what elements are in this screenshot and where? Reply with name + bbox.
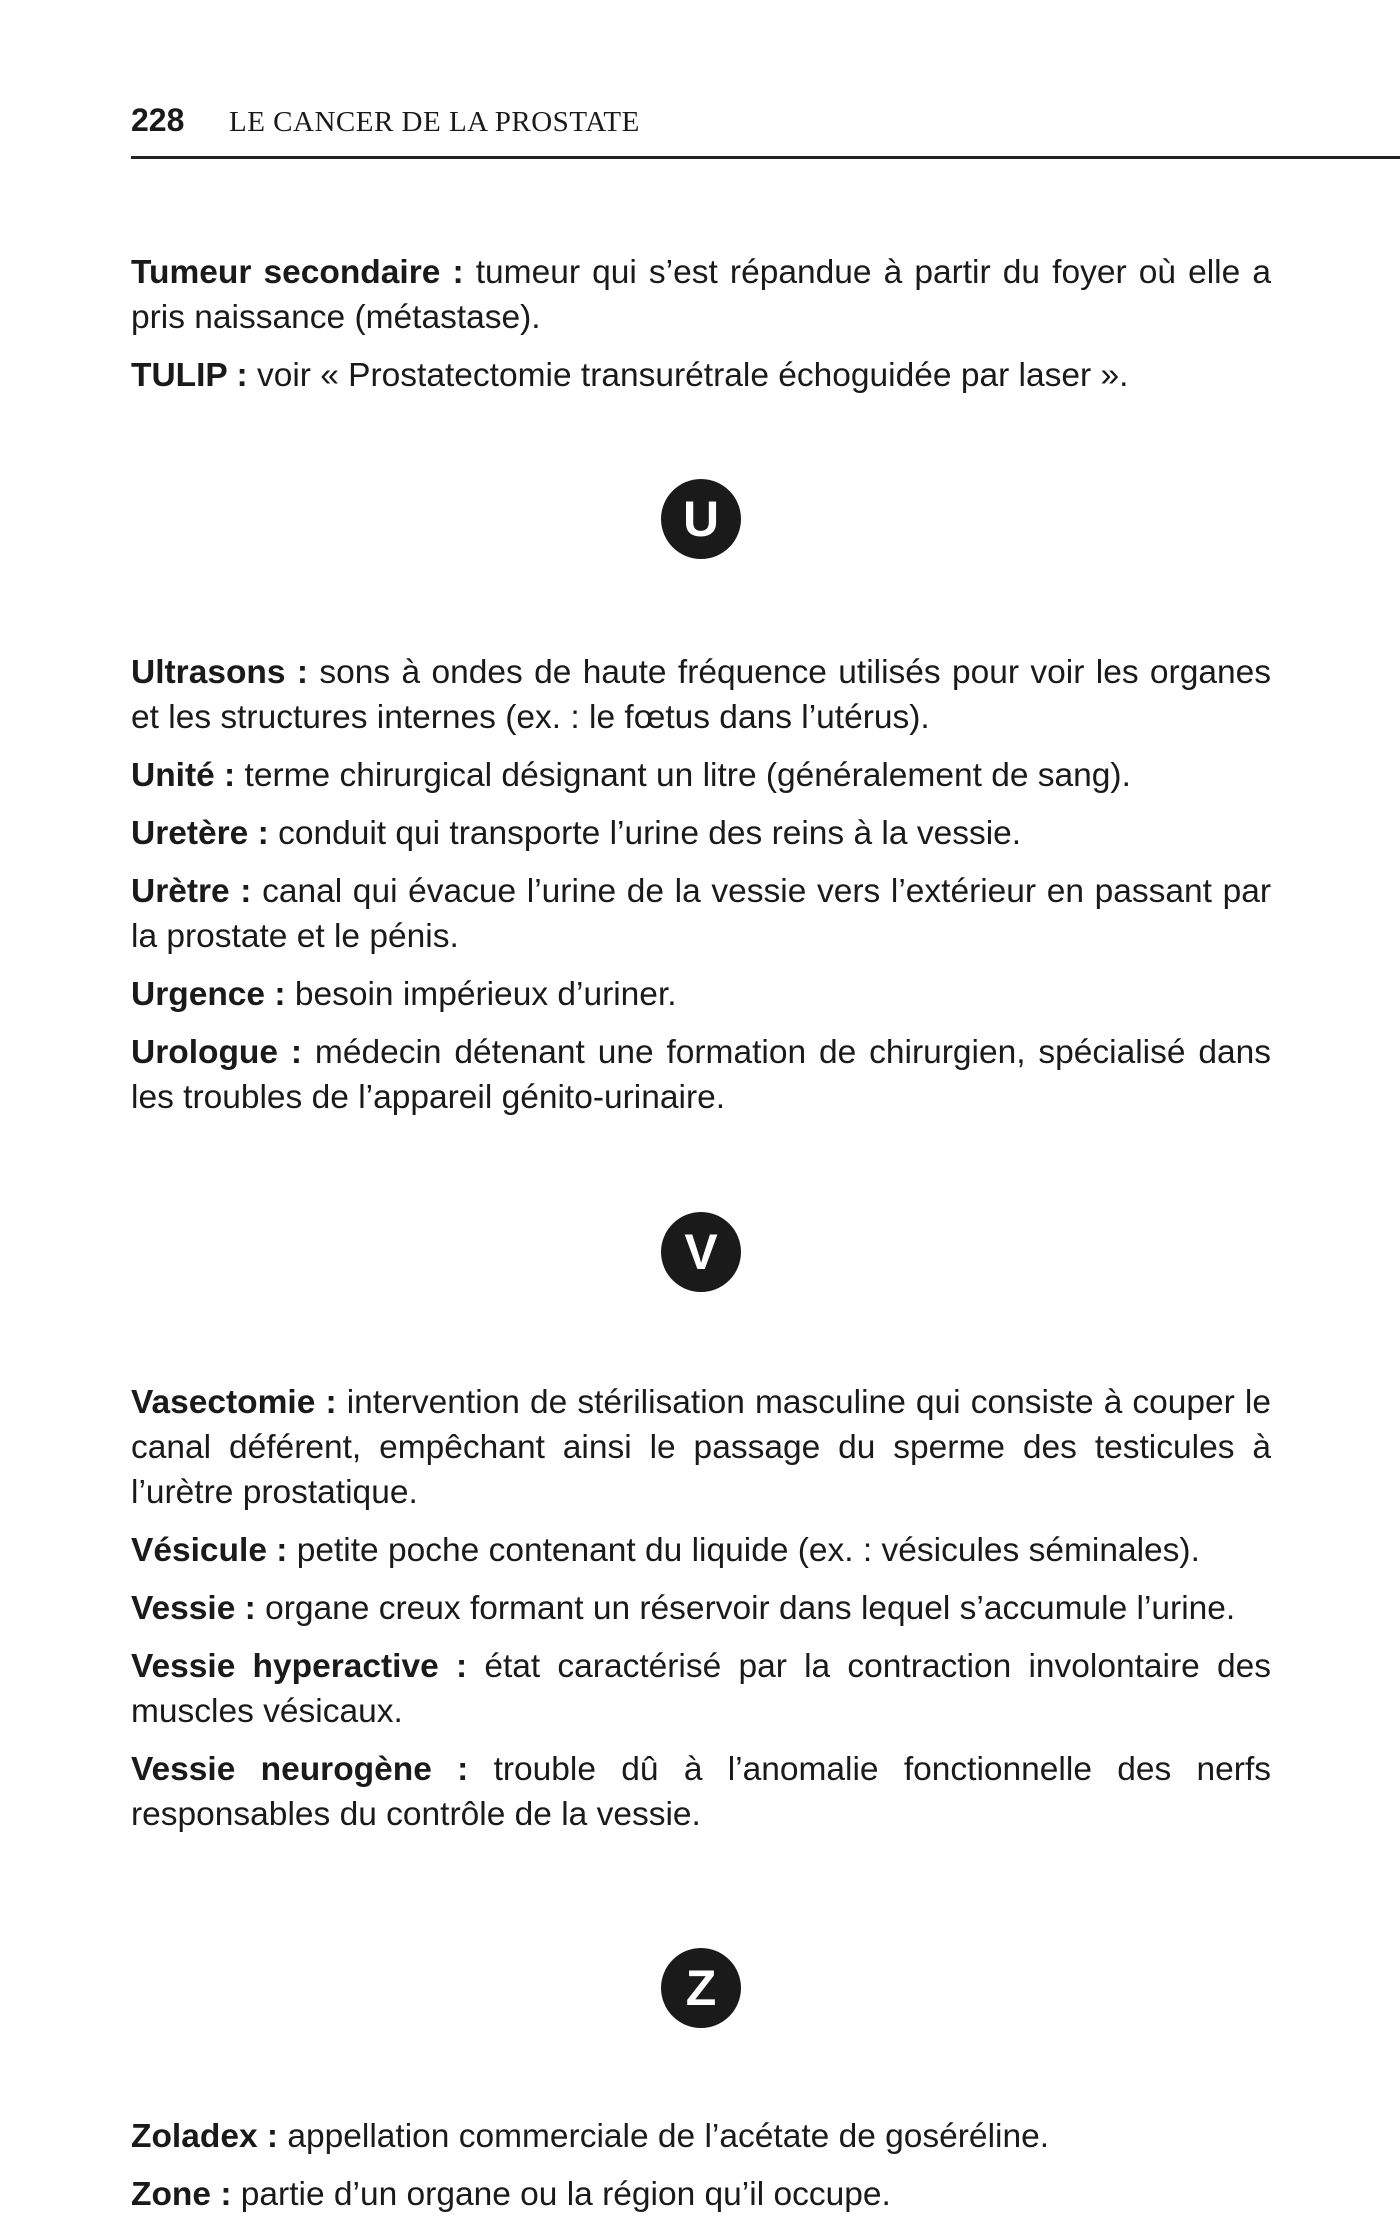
glossary-entry — [131, 650, 1271, 740]
glossary-definition: besoin impérieux d’uriner. — [285, 976, 677, 1013]
glossary-entry — [131, 250, 1271, 340]
glossary-term: Zoladex : — [131, 2118, 279, 2155]
glossary-term: TULIP : — [131, 357, 248, 394]
glossary-term: Tumeur secondaire : — [131, 254, 464, 291]
glossary-entry — [131, 1644, 1271, 1734]
section-divider-z — [131, 1850, 1271, 2114]
glossary-entry — [131, 869, 1271, 959]
glossary-definition: conduit qui transporte l’urine des reins à la vessie. — [268, 815, 1022, 852]
glossary-term: Vessie : — [131, 1590, 256, 1627]
glossary-definition: médecin détenant une formation de chirurgien, spécialisé dans les troubles de l’appareil génito-urinaire. — [131, 1034, 1272, 1116]
section-letter-badge: V — [661, 1212, 741, 1292]
glossary-content — [131, 250, 1271, 2230]
glossary-definition: voir « Prostatectomie transurétrale échoguidée par laser ». — [247, 357, 1129, 394]
glossary-term: Ultrasons : — [131, 654, 309, 691]
glossary-term: Urgence : — [131, 976, 286, 1013]
glossary-definition: tumeur qui s’est répandue à partir du foyer où elle a pris naissance (métastase). — [131, 254, 1271, 336]
section-letter-badge: U — [661, 479, 741, 559]
section-divider-v — [131, 1133, 1271, 1380]
glossary-entry — [131, 2114, 1271, 2159]
glossary-definition: appellation commerciale de l’acétate de goséréline. — [278, 2118, 1050, 2155]
glossary-definition: trouble dû à l’anomalie fonctionnelle des nerfs responsables du contrôle de la vessie. — [131, 1751, 1271, 1833]
glossary-term: Vésicule : — [131, 1532, 288, 1569]
glossary-entry — [131, 972, 1271, 1017]
glossary-term: Vessie neurogène : — [131, 1751, 469, 1788]
glossary-definition: sons à ondes de haute fréquence utilisés pour voir les organes et les structures internes (ex. : le fœtus dans l’utérus). — [131, 654, 1271, 736]
page-header — [131, 100, 1400, 159]
glossary-entry — [131, 353, 1271, 398]
glossary-term: Urètre : — [131, 873, 252, 910]
glossary-definition: terme chirurgical désignant un litre (généralement de sang). — [235, 757, 1131, 794]
glossary-definition: état caractérisé par la contraction involontaire des muscles vésicaux. — [131, 1648, 1271, 1730]
glossary-definition: intervention de stérilisation masculine qui consiste à couper le canal déférent, empêchant ainsi le passage du sperme des testicules à l’urètre prostatique. — [131, 1384, 1272, 1511]
glossary-entry — [131, 1586, 1271, 1631]
glossary-entry — [131, 1380, 1271, 1515]
glossary-term: Uretère : — [131, 815, 269, 852]
page-number: 228 — [131, 102, 185, 138]
glossary-term: Urologue : — [131, 1034, 303, 1071]
glossary-entry — [131, 2172, 1271, 2217]
glossary-entry — [131, 1747, 1271, 1837]
running-title: LE CANCER DE LA PROSTATE — [229, 106, 640, 138]
glossary-entry — [131, 1030, 1271, 1120]
glossary-definition: partie d’un organe ou la région qu’il occupe. — [231, 2176, 891, 2213]
glossary-term: Zone : — [131, 2176, 232, 2213]
glossary-entry — [131, 1528, 1271, 1573]
section-divider-u — [131, 411, 1271, 650]
glossary-definition: petite poche contenant du liquide (ex. : vésicules séminales). — [287, 1532, 1200, 1569]
glossary-definition: canal qui évacue l’urine de la vessie vers l’extérieur en passant par la prostate et le pénis. — [131, 873, 1271, 955]
glossary-definition: organe creux formant un réservoir dans lequel s’accumule l’urine. — [255, 1590, 1236, 1627]
glossary-term: Vasectomie : — [131, 1384, 337, 1421]
glossary-entry — [131, 811, 1271, 856]
glossary-entry — [131, 753, 1271, 798]
glossary-term: Vessie hyperactive : — [131, 1648, 468, 1685]
section-letter-badge: Z — [661, 1948, 741, 2028]
glossary-term: Unité : — [131, 757, 236, 794]
